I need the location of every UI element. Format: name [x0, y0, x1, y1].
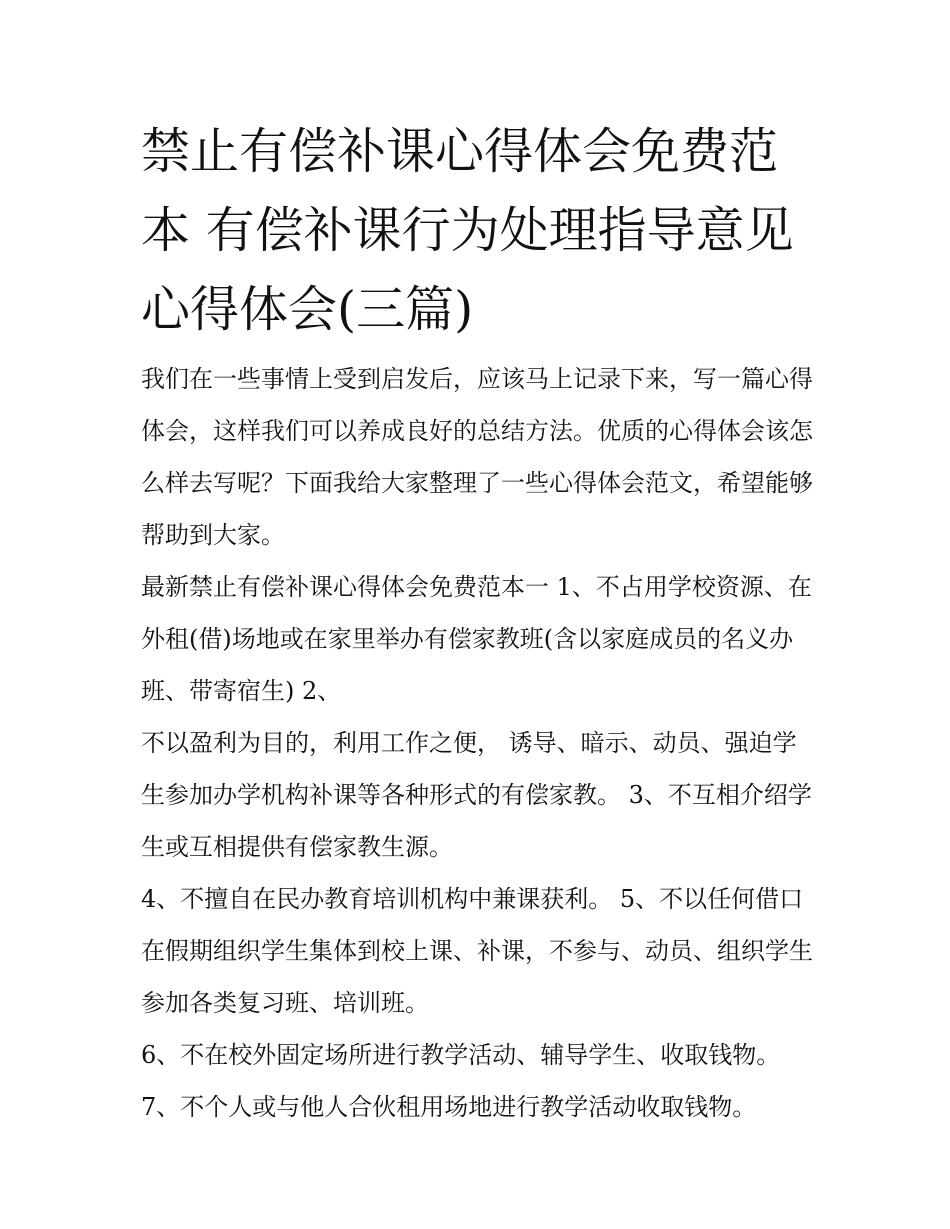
paragraph-rule-7: 7、不个人或与他人合伙租用场地进行教学活动收取钱物。: [141, 1093, 757, 1121]
paragraph-rule-4-5: 4、不擅自在民办教育培训机构中兼课获利。 5、不以任何借口在假期组织学生集体到校上课、补课，不参与、动员、组织学生参加各类复习班、培训班。: [141, 885, 813, 1017]
paragraph-rule-6: 6、不在校外固定场所进行教学活动、辅导学生、收取钱物。: [141, 1041, 781, 1069]
paragraph-intro: 我们在一些事情上受到启发后，应该马上记录下来，写一篇心得体会，这样我们可以养成良好的总结方法。优质的心得体会该怎么样去写呢？下面我给大家整理了一些心得体会范文，希望能够帮助到大家。: [141, 365, 813, 549]
document-title: 禁止有偿补课心得体会免费范本 有偿补课行为处理指导意见心得体会(三篇): [141, 123, 794, 338]
paragraph-rule-2-3: 不以盈利为目的，利用工作之便， 诱导、暗示、动员、强迫学生参加办学机构补课等各种形式的有偿家教。 3、不互相介绍学生或互相提供有偿家教生源。: [141, 729, 812, 861]
paragraph-rule-1: 最新禁止有偿补课心得体会免费范本一 1、不占用学校资源、在外租(借)场地或在家里举办有偿家教班(含以家庭成员的名义办班、带寄宿生) 2、: [141, 573, 812, 705]
document-page: [141, 112, 813, 1133]
